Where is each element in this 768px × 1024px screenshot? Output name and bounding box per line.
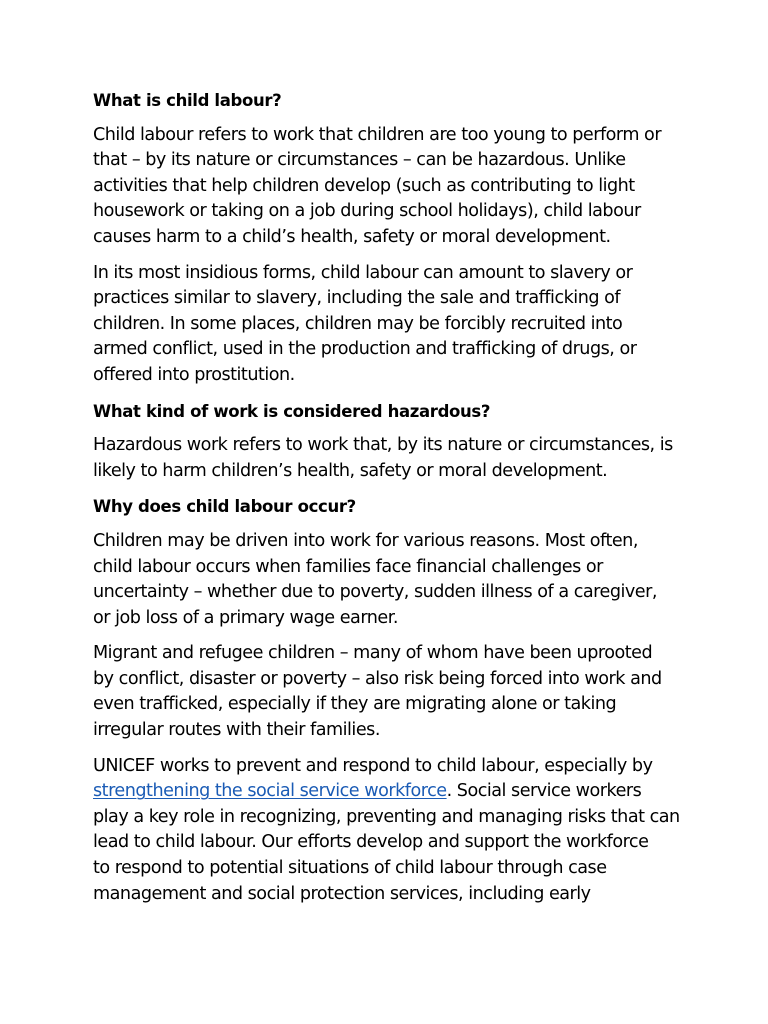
text-segment: . Social service workers	[446, 781, 642, 802]
text-line: play a key role in recognizing, preventing and managing risks that can	[93, 806, 680, 827]
text-line: housework or taking on a job during school holidays), child labour	[93, 201, 641, 222]
text-line: irregular routes with their families.	[93, 720, 380, 741]
paragraph-definition	[93, 123, 683, 251]
text-line: UNICEF works to prevent and respond to child labour, especially by	[93, 755, 653, 776]
paragraph-migrant-children	[93, 641, 683, 743]
text-line: activities that help children develop (such as contributing to light	[93, 175, 635, 196]
text-line: armed conflict, used in the production and trafficking of drugs, or	[93, 339, 637, 360]
text-line: Children may be driven into work for various reasons. Most often,	[93, 530, 638, 551]
paragraph-insidious-forms	[93, 261, 683, 389]
text-line: Migrant and refugee children – many of whom have been uprooted	[93, 643, 653, 664]
text-line: practices similar to slavery, including the sale and trafficking of	[93, 288, 621, 309]
section-heading-why-occur: Why does child labour occur?	[93, 497, 356, 517]
document-page	[93, 88, 683, 917]
text-line: uncertainty – whether due to poverty, sudden illness of a caregiver,	[93, 582, 657, 603]
text-line: to respond to potential situations of child labour through case	[93, 858, 607, 879]
section-heading-what-is-child-labour: What is child labour?	[93, 91, 282, 110]
text-line: Child labour refers to work that children are too young to perform or	[93, 124, 662, 145]
text-line: offered into prostitution.	[93, 364, 295, 385]
text-line: child labour occurs when families face financial challenges or	[93, 556, 603, 577]
text-line: likely to harm children’s health, safety or moral development.	[93, 460, 608, 481]
paragraph-hazardous-definition	[93, 433, 683, 484]
text-line: causes harm to a child’s health, safety or moral development.	[93, 226, 611, 247]
text-line: lead to child labour. Our efforts develop and support the workforce	[93, 832, 649, 853]
paragraph-reasons	[93, 529, 683, 631]
text-line: In its most insidious forms, child labour can amount to slavery or	[93, 262, 633, 283]
text-line: Hazardous work refers to work that, by its nature or circumstances, is	[93, 435, 673, 456]
text-line: even trafficked, especially if they are migrating alone or taking	[93, 694, 617, 715]
text-line: by conflict, disaster or poverty – also risk being forced into work and	[93, 668, 662, 689]
workforce-link[interactable]: strengthening the social service workforce	[93, 781, 447, 802]
section-heading-hazardous-work: What kind of work is considered hazardous?	[93, 401, 491, 421]
text-line: that – by its nature or circumstances – can be hazardous. Unlike	[93, 150, 626, 171]
text-line: or job loss of a primary wage earner.	[93, 607, 398, 628]
text-line: management and social protection services, including early	[93, 883, 591, 904]
text-line: children. In some places, children may be forcibly recruited into	[93, 313, 623, 334]
text-line-with-link	[93, 779, 683, 805]
paragraph-unicef-response	[93, 754, 683, 908]
